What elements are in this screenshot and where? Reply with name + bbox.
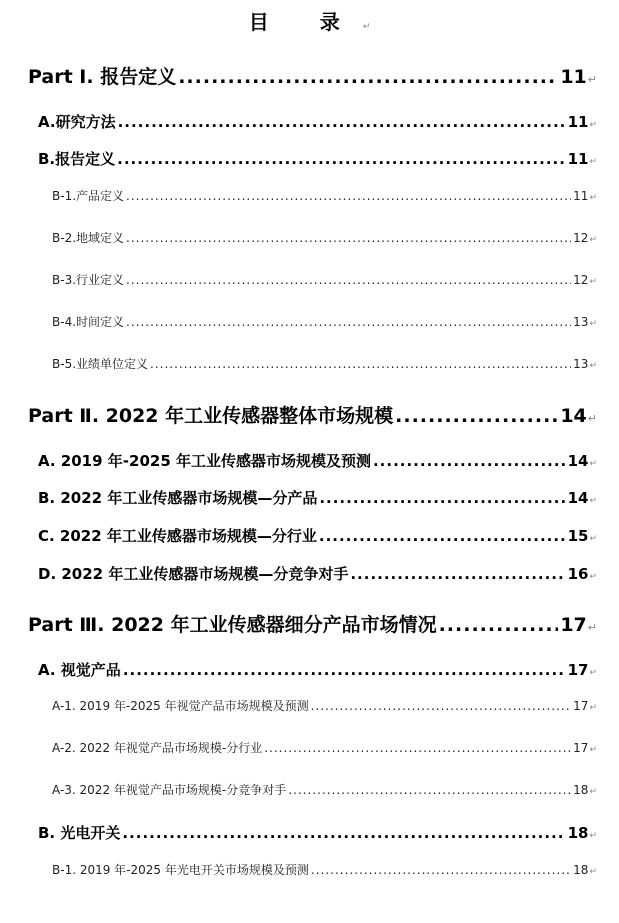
toc-entry-label: Part Ⅱ. 2022 年工业传感器整体市场规模 — [28, 405, 394, 427]
paragraph-mark-icon: ↵ — [589, 120, 597, 130]
toc-leader-dots — [126, 189, 571, 203]
toc-entry-2b[interactable] — [38, 487, 597, 508]
toc-page-number: 18 — [573, 863, 589, 877]
toc-title — [0, 6, 619, 35]
toc-entry-3b-1[interactable] — [52, 861, 597, 878]
toc-page-number: 18 — [573, 783, 589, 797]
toc-entry-label: B-2.地域定义 — [52, 231, 125, 245]
paragraph-mark-icon: ↵ — [589, 319, 597, 329]
toc-entry-3a-1[interactable] — [52, 697, 597, 714]
paragraph-mark-icon: ↵ — [587, 73, 597, 86]
toc-leader-dots — [373, 452, 566, 470]
toc-leader-dots — [118, 113, 566, 131]
toc-page-number: 11 — [573, 189, 589, 203]
toc-leader-dots — [395, 405, 558, 427]
paragraph-mark-icon: ↵ — [589, 459, 597, 469]
toc-entry-2d[interactable] — [38, 563, 597, 584]
paragraph-mark-icon: ↵ — [589, 787, 597, 797]
toc-page-number: 11 — [567, 113, 589, 131]
toc-page-number: 17 — [573, 741, 589, 755]
paragraph-mark-icon: ↵ — [589, 235, 597, 245]
toc-page-number: 14 — [567, 489, 589, 507]
toc-entry-label: B-1.产品定义 — [52, 189, 125, 203]
paragraph-mark-icon: ↵ — [589, 534, 597, 544]
toc-page-number: 17 — [567, 661, 589, 679]
toc-page-number: 13 — [573, 315, 589, 329]
paragraph-mark-icon: ↵ — [589, 867, 597, 877]
paragraph-mark-icon: ↵ — [589, 745, 597, 755]
paragraph-mark-icon: ↵ — [362, 22, 371, 32]
toc-leader-dots — [123, 661, 566, 679]
toc-page-number: 13 — [573, 357, 589, 371]
paragraph-mark-icon: ↵ — [589, 361, 597, 371]
toc-entry-label: Part Ⅰ. 报告定义 — [28, 66, 177, 88]
toc-entry-label: Part Ⅲ. 2022 年工业传感器细分产品市场情况 — [28, 614, 437, 636]
toc-entry-label: B-1. 2019 年-2025 年光电开关市场规模及预测 — [52, 863, 309, 877]
toc-entry-label: C. 2022 年工业传感器市场规模—分行业 — [38, 527, 317, 545]
toc-leader-dots — [178, 66, 558, 88]
toc-leader-dots — [319, 489, 565, 507]
toc-entry-label: D. 2022 年工业传感器市场规模—分竞争对手 — [38, 565, 349, 583]
toc-entry-label: B-5.业绩单位定义 — [52, 357, 149, 371]
toc-entry-1b-5[interactable] — [52, 355, 597, 372]
toc-entry-3b[interactable] — [38, 822, 597, 843]
toc-entry-part-3[interactable] — [28, 610, 597, 637]
paragraph-mark-icon: ↵ — [589, 277, 597, 287]
toc-entry-3a-3[interactable] — [52, 781, 597, 798]
toc-leader-dots — [150, 357, 571, 371]
toc-leader-dots — [311, 863, 571, 877]
toc-entry-label: A. 2019 年-2025 年工业传感器市场规模及预测 — [38, 452, 371, 470]
toc-entry-1b[interactable] — [38, 148, 597, 169]
toc-page-number: 15 — [567, 527, 589, 545]
paragraph-mark-icon: ↵ — [589, 193, 597, 203]
toc-leader-dots — [122, 824, 565, 842]
toc-entry-label: B. 2022 年工业传感器市场规模—分产品 — [38, 489, 318, 507]
toc-leader-dots — [126, 231, 571, 245]
toc-entry-2a[interactable] — [38, 450, 597, 471]
toc-page-number: 16 — [567, 565, 589, 583]
toc-leader-dots — [126, 315, 571, 329]
toc-entry-1b-2[interactable] — [52, 229, 597, 246]
toc-leader-dots — [439, 614, 559, 636]
toc-leader-dots — [319, 527, 566, 545]
toc-entry-label: A-2. 2022 年视觉产品市场规模-分行业 — [52, 741, 263, 755]
toc-entry-label: B. 光电开关 — [38, 824, 121, 842]
toc-page-number: 12 — [573, 231, 589, 245]
paragraph-mark-icon: ↵ — [587, 412, 597, 425]
toc-entry-label: A.研究方法 — [38, 113, 116, 131]
toc-entry-1b-4[interactable] — [52, 313, 597, 330]
toc-entry-3a-2[interactable] — [52, 739, 597, 756]
toc-leader-dots — [350, 565, 565, 583]
toc-page-number: 17 — [560, 614, 587, 636]
toc-entry-label: A. 视觉产品 — [38, 661, 121, 679]
toc-entry-label: A-1. 2019 年-2025 年视觉产品市场规模及预测 — [52, 699, 309, 713]
toc-leader-dots — [126, 273, 571, 287]
toc-leader-dots — [288, 783, 571, 797]
toc-entry-2c[interactable] — [38, 525, 597, 546]
toc-page-number: 14 — [560, 405, 587, 427]
toc-entry-1b-1[interactable] — [52, 187, 597, 204]
toc-page-number: 14 — [567, 452, 589, 470]
toc-page-number: 12 — [573, 273, 589, 287]
paragraph-mark-icon: ↵ — [587, 621, 597, 634]
toc-entry-part-1[interactable] — [28, 62, 597, 89]
paragraph-mark-icon: ↵ — [589, 668, 597, 678]
toc-leader-dots — [117, 150, 565, 168]
paragraph-mark-icon: ↵ — [589, 572, 597, 582]
toc-entry-label: B-4.时间定义 — [52, 315, 125, 329]
toc-title-text: 目 录 — [248, 10, 362, 34]
toc-page-number: 18 — [567, 824, 589, 842]
toc-entry-label: B.报告定义 — [38, 150, 116, 168]
toc-leader-dots — [311, 699, 572, 713]
toc-entry-label: B-3.行业定义 — [52, 273, 125, 287]
paragraph-mark-icon: ↵ — [589, 496, 597, 506]
toc-entry-label: A-3. 2022 年视觉产品市场规模-分竞争对手 — [52, 783, 287, 797]
toc-entry-part-2[interactable] — [28, 401, 597, 428]
paragraph-mark-icon: ↵ — [589, 831, 597, 841]
paragraph-mark-icon: ↵ — [589, 703, 597, 713]
toc-entry-1b-3[interactable] — [52, 271, 597, 288]
toc-page-number: 17 — [573, 699, 589, 713]
toc-page-number: 11 — [567, 150, 589, 168]
toc-entry-1a[interactable] — [38, 111, 597, 132]
toc-leader-dots — [264, 741, 571, 755]
toc-page-number: 11 — [560, 66, 587, 88]
toc-entry-3a[interactable] — [38, 659, 597, 680]
paragraph-mark-icon: ↵ — [589, 157, 597, 167]
